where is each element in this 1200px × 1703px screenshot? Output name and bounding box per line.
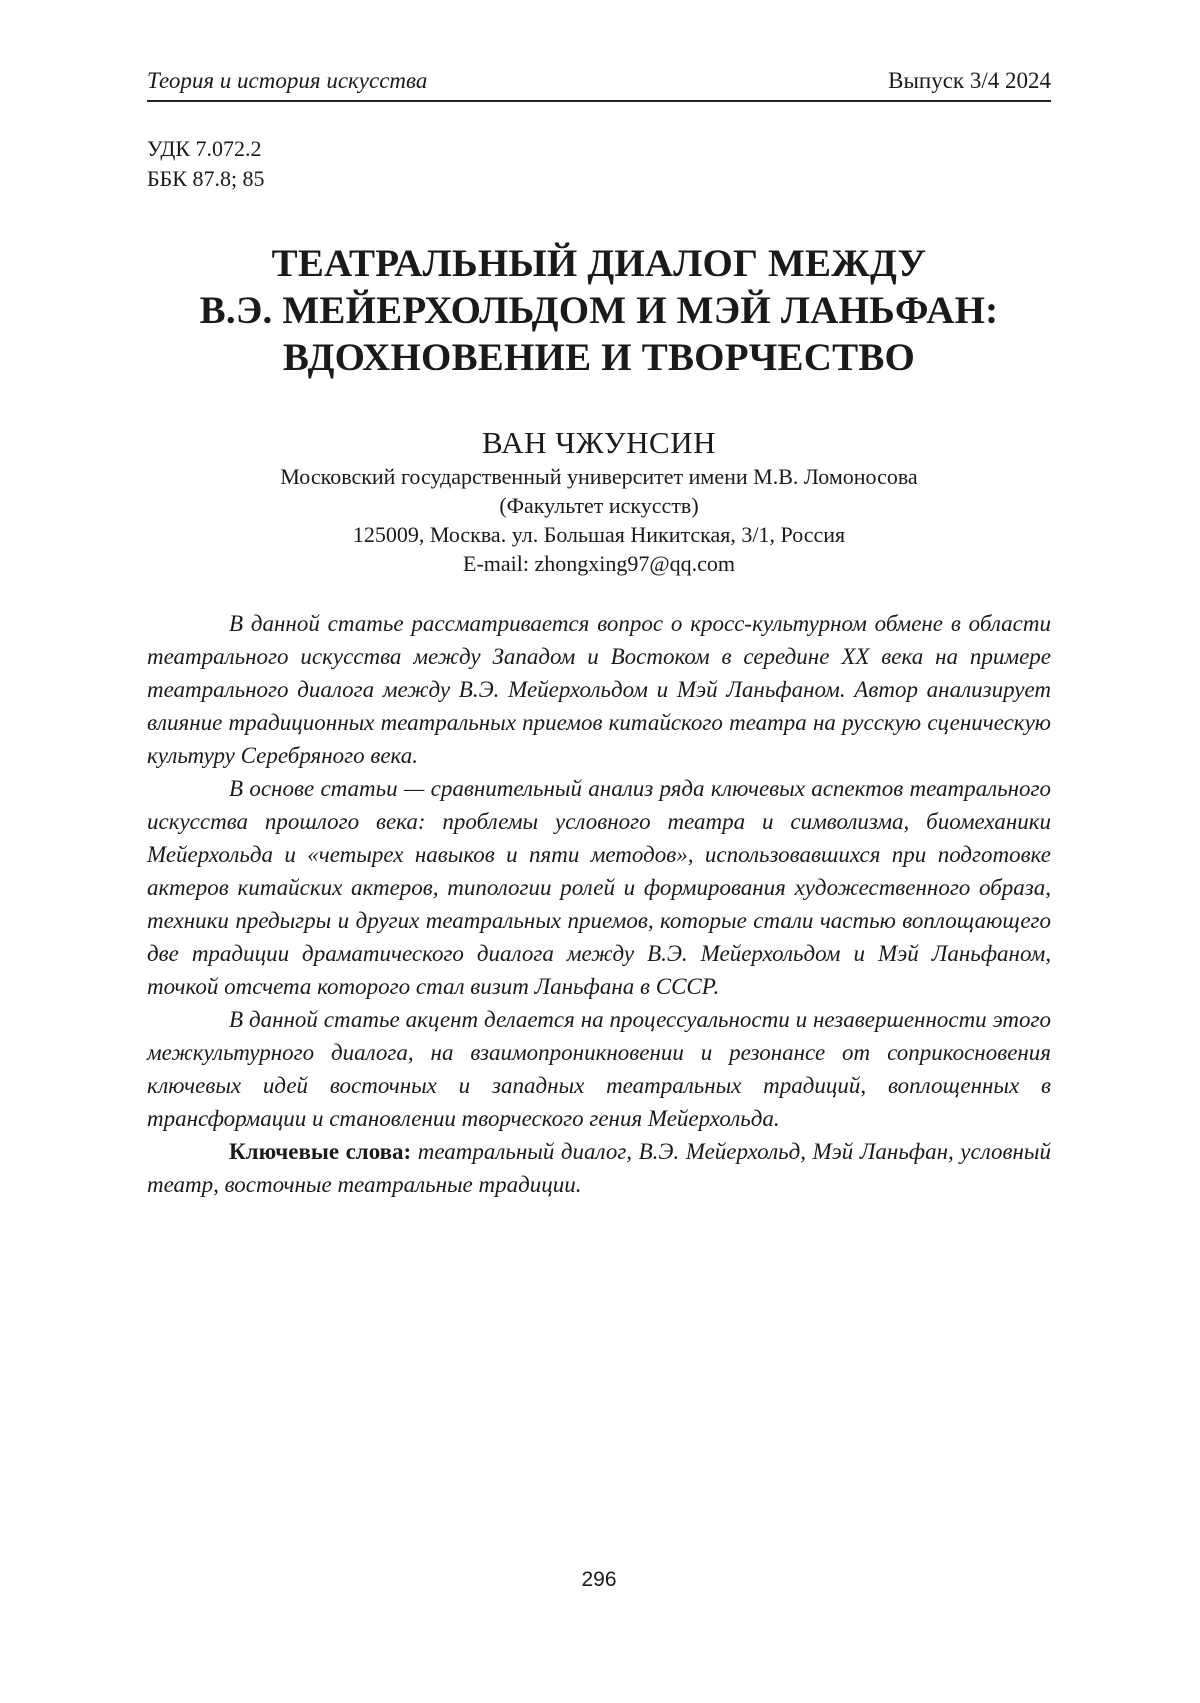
- bbk-code: ББК 87.8; 85: [147, 164, 265, 194]
- abstract: [147, 607, 1051, 1201]
- author-block: [147, 424, 1051, 578]
- classification-codes: [147, 134, 265, 194]
- keywords-text: театральный диалог, В.Э. Мейерхольд, Мэй Ланьфан, условный театр, восточные театральные традиции.: [147, 1139, 1051, 1197]
- keywords-label: Ключевые слова:: [229, 1139, 411, 1164]
- author-address: 125009, Москва. ул. Большая Никитская, 3/1, Россия: [147, 520, 1051, 549]
- abstract-paragraph: В основе статьи — сравнительный анализ ряда ключевых аспектов театрального искусства прошлого века: проблемы условного театра и символизма, биомеханики Мейерхольда и «четырех навыков и пяти методов», использовавшихся при подготовке актеров китайских актеров, типологии ролей и формирования художественного образа, техники предыгры и других театральных приемов, которые стали частью воплощающего две традиции драматического диалога между В.Э. Мейерхольдом и Мэй Ланьфаном, точкой отсчета которого стал визит Ланьфана в СССР.: [147, 772, 1051, 1003]
- author-email: E-mail: zhongxing97@qq.com: [147, 549, 1051, 578]
- author-name: ВАН ЧЖУНСИН: [147, 424, 1051, 462]
- running-header: [147, 66, 1051, 102]
- issue-number: Выпуск 3/4 2024: [888, 68, 1051, 94]
- journal-title: Теория и история искусства: [147, 68, 427, 94]
- article-page: [147, 0, 1051, 1703]
- article-title: [147, 240, 1051, 381]
- abstract-paragraph: В данной статье рассматривается вопрос о кросс-культурном обмене в области театрального искусства между Западом и Востоком в середине XX века на примере театрального диалога между В.Э. Мейерхольдом и Мэй Ланьфаном. Автор анализирует влияние традиционных театральных приемов китайского театра на русскую сценическую культуру Серебряного века.: [147, 607, 1051, 772]
- page-number: 296: [147, 1568, 1051, 1592]
- author-faculty: (Факультет искусств): [147, 491, 1051, 520]
- abstract-paragraph: В данной статье акцент делается на процессуальности и незавершенности этого межкультурного диалога, на взаимопроникновении и резонансе от соприкосновения ключевых идей восточных и западных театральных традиций, воплощенных в трансформации и становлении творческого гения Мейерхольда.: [147, 1003, 1051, 1135]
- title-line-1: ТЕАТРАЛЬНЫЙ ДИАЛОГ МЕЖДУ: [147, 240, 1051, 287]
- title-line-3: ВДОХНОВЕНИЕ И ТВОРЧЕСТВО: [147, 334, 1051, 381]
- udk-code: УДК 7.072.2: [147, 134, 265, 164]
- title-line-2: В.Э. МЕЙЕРХОЛЬДОМ И МЭЙ ЛАНЬФАН:: [147, 287, 1051, 334]
- keywords: [147, 1135, 1051, 1201]
- author-university: Московский государственный университет имени М.В. Ломоносова: [147, 462, 1051, 491]
